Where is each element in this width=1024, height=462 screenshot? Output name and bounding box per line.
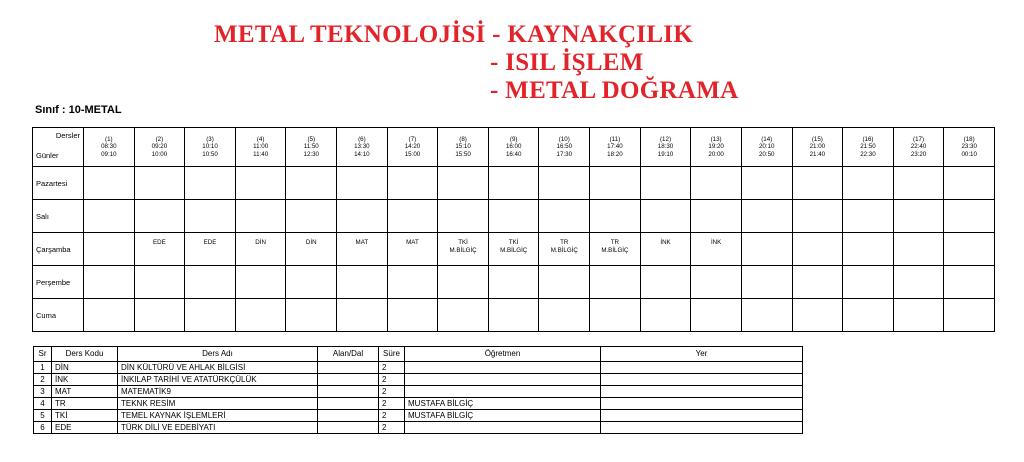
timetable-cell [286,200,337,233]
timetable [32,127,995,332]
timetable-cell [185,200,236,233]
time-slot-header [893,128,944,167]
timetable-cell [843,167,894,200]
timetable-cell [337,167,388,200]
time-slot-header [944,128,995,167]
course-name-cell: TEMEL KAYNAK İŞLEMLERİ [118,410,318,422]
time-slot-num: (10) [558,136,570,144]
time-slot-num: (11) [609,136,621,144]
lesson-code: TKİ [508,239,519,246]
timetable-cell [640,299,691,332]
timetable-cell [488,266,539,299]
course-sr-cell: 3 [34,386,52,398]
day-label: Pazartesi [33,167,84,200]
header-sr: Sr [34,347,52,362]
time-slot-start: 08:30 [101,143,117,151]
timetable-cell [387,200,438,233]
time-slot-header [134,128,185,167]
timetable-cell [84,266,135,299]
course-area-cell [318,410,379,422]
day-label: Çarşamba [33,233,84,266]
time-slot-num: (18) [963,136,975,144]
timetable-cell [539,266,590,299]
time-slot-start: 21:00 [809,143,826,151]
course-duration-cell: 2 [379,410,405,422]
time-slot-num: (15) [811,136,823,144]
time-slot-header [590,128,641,167]
timetable-cell [640,233,691,266]
time-slot-num: (13) [710,136,722,144]
course-row [34,362,803,374]
lesson-code: İNK [710,239,722,246]
time-slot-end: 22:30 [860,150,876,158]
timetable-cell [185,299,236,332]
timetable-cell [590,200,641,233]
course-name-cell: TEKNK RESİM [118,398,318,410]
timetable-cell [387,233,438,266]
timetable-cell [843,299,894,332]
timetable-cell [691,200,742,233]
timetable-cell [691,167,742,200]
course-sr-cell: 2 [34,374,52,386]
course-code-cell: DİN [52,362,118,374]
day-row [33,299,995,332]
timetable-cell [691,299,742,332]
time-slot-header [235,128,286,167]
time-slot-start: 09:20 [151,143,168,151]
timetable-cell [640,167,691,200]
time-slot-header [488,128,539,167]
time-slot-header [286,128,337,167]
timetable-cell [590,167,641,200]
timetable-cell [235,299,286,332]
time-slot-num: (12) [660,136,672,144]
timetable-cell [691,266,742,299]
timetable-cell [539,167,590,200]
timetable-cell [741,299,792,332]
time-slot-end: 21:40 [809,150,826,158]
time-slot-num: (16) [862,136,874,144]
time-slot-end: 12:30 [303,150,319,158]
time-slot-end: 10:00 [151,150,168,158]
time-slot-start: 16:50 [556,143,573,151]
course-place-cell [601,398,803,410]
time-slot-end: 18:20 [607,150,623,158]
timetable-cell [337,200,388,233]
timetable-cell [741,167,792,200]
course-code-cell: TR [52,398,118,410]
time-slot-header [185,128,236,167]
course-place-cell [601,410,803,422]
time-slot-end: 11:40 [253,150,269,158]
course-sr-cell: 5 [34,410,52,422]
course-area-cell [318,374,379,386]
course-teacher-cell: MUSTAFA BİLGİÇ [405,410,601,422]
course-name-cell: DİN KÜLTÜRÜ VE AHLAK BİLGİSİ [118,362,318,374]
timetable-cell [539,299,590,332]
timetable-cell [792,266,843,299]
time-slot-start: 11:50 [303,143,319,151]
time-slot-end: 16:40 [505,150,522,158]
timetable-cell [438,233,489,266]
time-slot-end: 14:10 [354,150,370,158]
course-teacher-cell [405,362,601,374]
course-area-cell [318,398,379,410]
course-code-cell: MAT [52,386,118,398]
header-area: Alan/Dal [318,347,379,362]
timetable-cell [185,167,236,200]
time-slot-start: 10:10 [202,143,218,151]
time-slot-num: (9) [509,136,518,144]
time-slot-num: (14) [761,136,773,144]
time-slot-start: 17:40 [607,143,623,151]
lesson-code: İNK [660,239,671,246]
timetable-cell [84,167,135,200]
timetable-cell [84,200,135,233]
course-teacher-cell: MUSTAFA BİLGİÇ [405,398,601,410]
timetable-cell [944,233,995,266]
course-place-cell [601,386,803,398]
time-slot-num: (1) [105,136,113,144]
timetable-cell [893,266,944,299]
timetable-cell [640,266,691,299]
time-slot-end: 23:20 [910,150,927,158]
timetable-cell [134,299,185,332]
timetable-cell [387,167,438,200]
time-slot-header [84,128,135,167]
course-area-cell [318,386,379,398]
time-slot-end: 15:50 [455,150,471,158]
timetable-cell [792,167,843,200]
class-label: Sınıf : 10-METAL [35,104,122,116]
time-slot-end: 20:50 [758,150,775,158]
header-name: Ders Adı [118,347,318,362]
day-row [33,167,995,200]
timetable-cell [893,167,944,200]
course-name-cell: TÜRK DİLİ VE EDEBİYATI [118,422,318,434]
timetable-cell [134,200,185,233]
timetable-cell [134,167,185,200]
course-area-cell [318,422,379,434]
timetable-cell [843,233,894,266]
course-sr-cell: 4 [34,398,52,410]
time-slot-header [691,128,742,167]
time-slot-header [792,128,843,167]
time-slot-start: 15:10 [455,143,471,151]
lesson-code: TR [610,239,620,246]
course-place-cell [601,362,803,374]
day-row [33,233,995,266]
course-code-cell: TKİ [52,410,118,422]
lesson-teacher: M.BİLGİÇ [550,246,578,254]
timetable-cell [286,266,337,299]
day-row [33,266,995,299]
time-slot-num: (6) [358,136,366,144]
time-slot-end: 15:00 [404,150,421,158]
timetable-cell [590,299,641,332]
time-slot-num: (3) [206,136,214,144]
timetable-corner [33,128,84,167]
time-slot-end: 20:00 [708,150,724,158]
course-sr-cell: 6 [34,422,52,434]
time-slot-num: (17) [913,136,925,144]
lesson-code: EDE [203,239,217,246]
course-duration-cell: 2 [379,398,405,410]
header-place: Yer [601,347,803,362]
course-name-cell: İNKILAP TARİHİ VE ATATÜRKÇÜLÜK [118,374,318,386]
day-label: Salı [33,200,84,233]
timetable-cell [438,200,489,233]
timetable-cell [590,266,641,299]
timetable-cell [539,233,590,266]
time-slot-start: 13:30 [354,143,370,151]
time-slot-header [640,128,691,167]
timetable-cell [438,299,489,332]
timetable-cell [893,299,944,332]
timetable-cell [792,200,843,233]
course-place-cell [601,374,803,386]
timetable-cell [134,233,185,266]
time-slot-header [387,128,438,167]
timetable-cell [286,167,337,200]
timetable-cell [286,233,337,266]
day-row [33,200,995,233]
course-row [34,386,803,398]
lesson-code: TKİ [458,239,468,246]
course-code-cell: EDE [52,422,118,434]
title-line-3: - METAL DOĞRAMA [490,77,739,104]
timetable-cell [792,299,843,332]
time-slot-start: 22:40 [910,143,927,151]
time-slot-start: 11:00 [253,143,269,151]
time-slot-header [539,128,590,167]
lesson-code: TR [560,239,569,246]
course-duration-cell: 2 [379,374,405,386]
timetable-cell [944,266,995,299]
course-list-table [33,346,803,434]
timetable-cell [337,233,388,266]
lesson-code: EDE [153,239,166,246]
header-duration: Süre [379,347,405,362]
time-slot-end: 17:30 [556,150,573,158]
timetable-cell [590,233,641,266]
course-place-cell [601,422,803,434]
corner-label-dersler: Dersler [55,131,80,140]
timetable-cell [944,299,995,332]
timetable-cell [438,266,489,299]
time-slot-num: (7) [408,136,417,144]
time-slot-end: 19:10 [657,150,674,158]
timetable-cell [235,167,286,200]
lesson-teacher: M.BİLGİÇ [500,246,528,254]
timetable-cell [387,266,438,299]
timetable-cell [893,233,944,266]
course-teacher-cell [405,374,601,386]
course-teacher-cell [405,386,601,398]
lesson-code: DİN [255,239,266,246]
day-label: Perşembe [33,266,84,299]
timetable-cell [893,200,944,233]
course-row [34,374,803,386]
timetable-cell [640,200,691,233]
time-slot-num: (4) [256,136,265,144]
course-name-cell: MATEMATİK9 [118,386,318,398]
corner-label-gunler: Günler [36,151,59,160]
timetable-cell [488,200,539,233]
time-slot-start: 21:50 [860,143,876,151]
timetable-cell [488,299,539,332]
lesson-teacher: M.BİLGİÇ [601,246,629,254]
timetable-cell [843,266,894,299]
day-label: Cuma [33,299,84,332]
course-code-cell: İNK [52,374,118,386]
time-slot-header [438,128,489,167]
timetable-cell [337,299,388,332]
time-slot-header [843,128,894,167]
header-code: Ders Kodu [52,347,118,362]
timetable-cell [84,299,135,332]
course-row [34,422,803,434]
timetable-cell [741,266,792,299]
timetable-cell [843,200,894,233]
timetable-cell [84,233,135,266]
timetable-cell [691,233,742,266]
timetable-cell [337,266,388,299]
lesson-code: MAT [355,239,369,246]
lesson-teacher: M.BİLGİÇ [449,246,477,254]
time-slot-start: 20:10 [758,143,775,151]
lesson-code: MAT [406,239,419,246]
timetable-cell [235,266,286,299]
time-slot-start: 19:20 [708,143,724,151]
course-duration-cell: 2 [379,422,405,434]
course-teacher-cell [405,422,601,434]
course-row [34,410,803,422]
timetable-cell [438,167,489,200]
timetable-cell [185,266,236,299]
course-duration-cell: 2 [379,386,405,398]
time-slot-start: 16:00 [505,143,522,151]
time-slot-num: (8) [459,136,467,144]
title-line-2: - ISIL İŞLEM [490,49,644,76]
timetable-cell [387,299,438,332]
timetable-cell [235,200,286,233]
timetable-cell [539,200,590,233]
timetable-cell [741,233,792,266]
course-duration-cell: 2 [379,362,405,374]
time-slot-end: 00:10 [961,150,977,158]
timetable-cell [792,233,843,266]
time-slot-start: 23:30 [961,143,977,151]
course-area-cell [318,362,379,374]
time-slot-header [337,128,388,167]
lesson-code: DİN [305,239,317,246]
timetable-cell [944,167,995,200]
title-line-1: METAL TEKNOLOJİSİ - KAYNAKÇILIK [214,21,694,48]
timetable-cell [488,167,539,200]
time-slot-end: 10:50 [202,150,218,158]
time-slot-end: 09:10 [101,150,117,158]
timetable-cell [235,233,286,266]
course-sr-cell: 1 [34,362,52,374]
timetable-cell [488,233,539,266]
timetable-cell [134,266,185,299]
timetable-cell [185,233,236,266]
time-slot-num: (2) [155,136,164,144]
time-slot-start: 18:30 [657,143,674,151]
timetable-cell [741,200,792,233]
course-row [34,398,803,410]
header-teacher: Öğretmen [405,347,601,362]
timetable-cell [944,200,995,233]
time-slot-num: (5) [307,136,316,144]
time-slot-header [741,128,792,167]
timetable-cell [286,299,337,332]
time-slot-start: 14:20 [404,143,421,151]
